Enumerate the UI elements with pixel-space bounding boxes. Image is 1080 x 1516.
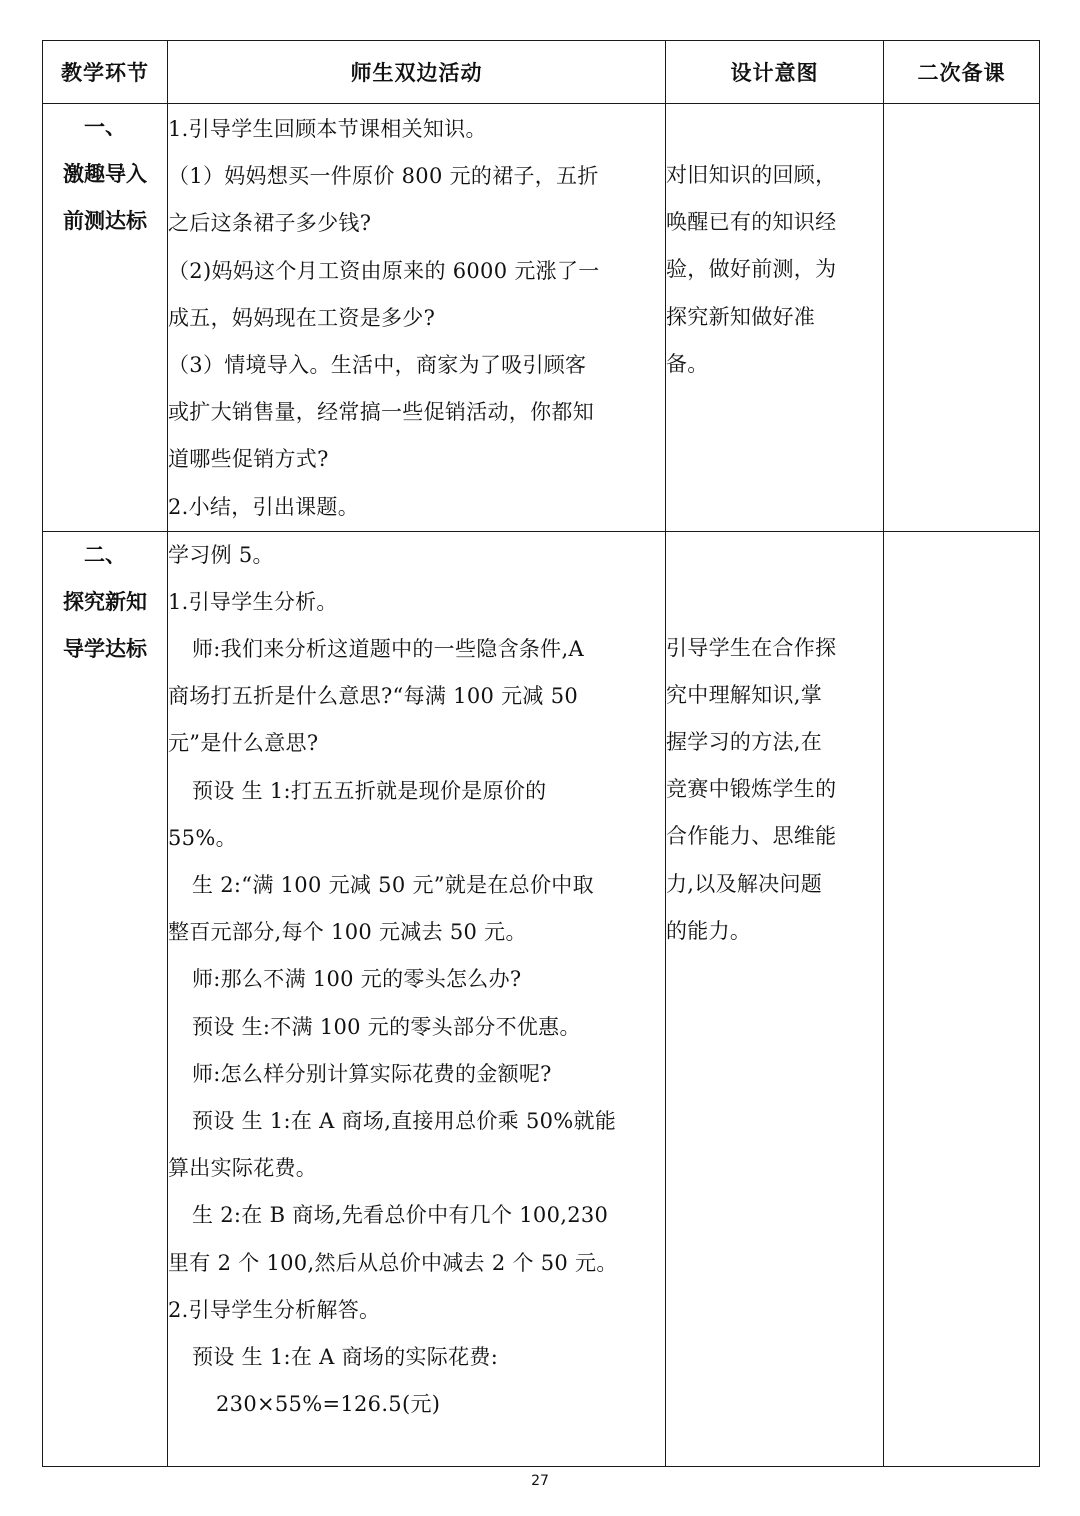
activity-line: （2)妈妈这个月工资由原来的 6000 元涨了一 xyxy=(168,258,600,283)
stage-line: 一、 xyxy=(84,115,126,139)
intent-line: 的能力。 xyxy=(666,918,752,943)
intent-line: 探究新知做好准 xyxy=(666,304,816,329)
intent-line: 力,以及解决问题 xyxy=(666,871,823,896)
page-number: 27 xyxy=(531,1473,549,1489)
activity-line: 师:那么不满 100 元的零头怎么办? xyxy=(192,967,522,992)
design-intent-cell xyxy=(666,104,884,532)
activity-line: 道哪些促销方式? xyxy=(168,447,329,472)
header-activities: 师生双边活动 xyxy=(168,41,666,104)
header-row xyxy=(43,41,1040,104)
activity-line: 1.引导学生回顾本节课相关知识。 xyxy=(168,117,487,141)
stage-cell xyxy=(43,531,168,1466)
intent-line: 合作能力、思维能 xyxy=(666,824,837,849)
activity-line: 整百元部分,每个 100 元减去 50 元。 xyxy=(168,920,527,945)
stage-line: 探究新知 xyxy=(63,589,147,614)
activity-line: 师:我们来分析这道题中的一些隐含条件,A xyxy=(192,637,584,662)
activity-line: 算出实际花费。 xyxy=(168,1156,318,1181)
activity-line: 预设 生 1:在 A 商场的实际花费: xyxy=(192,1344,499,1369)
activity-line: 55%。 xyxy=(168,825,237,850)
activity-line: 里有 2 个 100,然后从总价中减去 2 个 50 元。 xyxy=(168,1250,618,1275)
activity-line: 学习例 5。 xyxy=(168,542,274,567)
activity-line: 预设 生 1:打五五折就是现价是原价的 xyxy=(192,778,547,803)
stage-line: 导学达标 xyxy=(63,636,147,661)
second-prep-cell xyxy=(884,104,1040,532)
activity-line: 或扩大销售量，经常搞一些促销活动，你都知 xyxy=(168,400,594,425)
design-intent-cell xyxy=(666,531,884,1466)
activity-line: 预设 生 1:在 A 商场,直接用总价乘 50%就能 xyxy=(192,1108,617,1133)
intent-line: 备。 xyxy=(666,351,709,376)
table-row xyxy=(43,104,1040,532)
header-second-prep: 二次备课 xyxy=(884,41,1040,104)
header-design-intent: 设计意图 xyxy=(666,41,884,104)
header-teaching-stage: 教学环节 xyxy=(43,41,168,104)
lesson-plan-table xyxy=(42,40,1040,1467)
intent-line: 究中理解知识,掌 xyxy=(666,682,823,707)
activity-cell xyxy=(168,531,666,1466)
intent-line: 唤醒已有的知识经 xyxy=(666,210,837,235)
intent-line: 验，做好前测，为 xyxy=(666,257,837,282)
activity-line: 成五，妈妈现在工资是多少? xyxy=(168,305,436,330)
second-prep-cell xyxy=(884,531,1040,1466)
activity-line: 商场打五折是什么意思?“每满 100 元减 50 xyxy=(168,684,579,709)
activity-line: 生 2:“满 100 元减 50 元”就是在总价中取 xyxy=(192,873,594,897)
activity-line: 生 2:在 B 商场,先看总价中有几个 100,230 xyxy=(192,1203,609,1228)
activity-line: （1）妈妈想买一件原价 800 元的裙子，五折 xyxy=(168,164,599,189)
activity-line: 2.小结，引出课题。 xyxy=(168,494,360,519)
stage-cell xyxy=(43,104,168,532)
activity-line: 230×55%=126.5(元) xyxy=(216,1392,441,1417)
intent-line: 握学习的方法,在 xyxy=(666,730,823,755)
activity-line: 预设 生:不满 100 元的零头部分不优惠。 xyxy=(192,1014,581,1039)
stage-line: 二、 xyxy=(84,542,126,567)
activity-line: （3）情境导入。生活中，商家为了吸引顾客 xyxy=(168,352,587,377)
intent-line: 引导学生在合作探 xyxy=(666,635,837,660)
activity-line: 师:怎么样分别计算实际花费的金额呢? xyxy=(192,1061,552,1086)
stage-line: 前测达标 xyxy=(63,209,147,233)
table-row xyxy=(43,531,1040,1466)
activity-line: 之后这条裙子多少钱? xyxy=(168,211,372,236)
activity-line: 元”是什么意思? xyxy=(168,731,319,756)
intent-line: 对旧知识的回顾， xyxy=(666,163,837,187)
activity-line: 1.引导学生分析。 xyxy=(168,589,338,614)
activity-line: 2.引导学生分析解答。 xyxy=(168,1297,381,1322)
activity-cell xyxy=(168,104,666,532)
stage-line: 激趣导入 xyxy=(63,162,147,186)
intent-line: 竞赛中锻炼学生的 xyxy=(666,777,837,802)
